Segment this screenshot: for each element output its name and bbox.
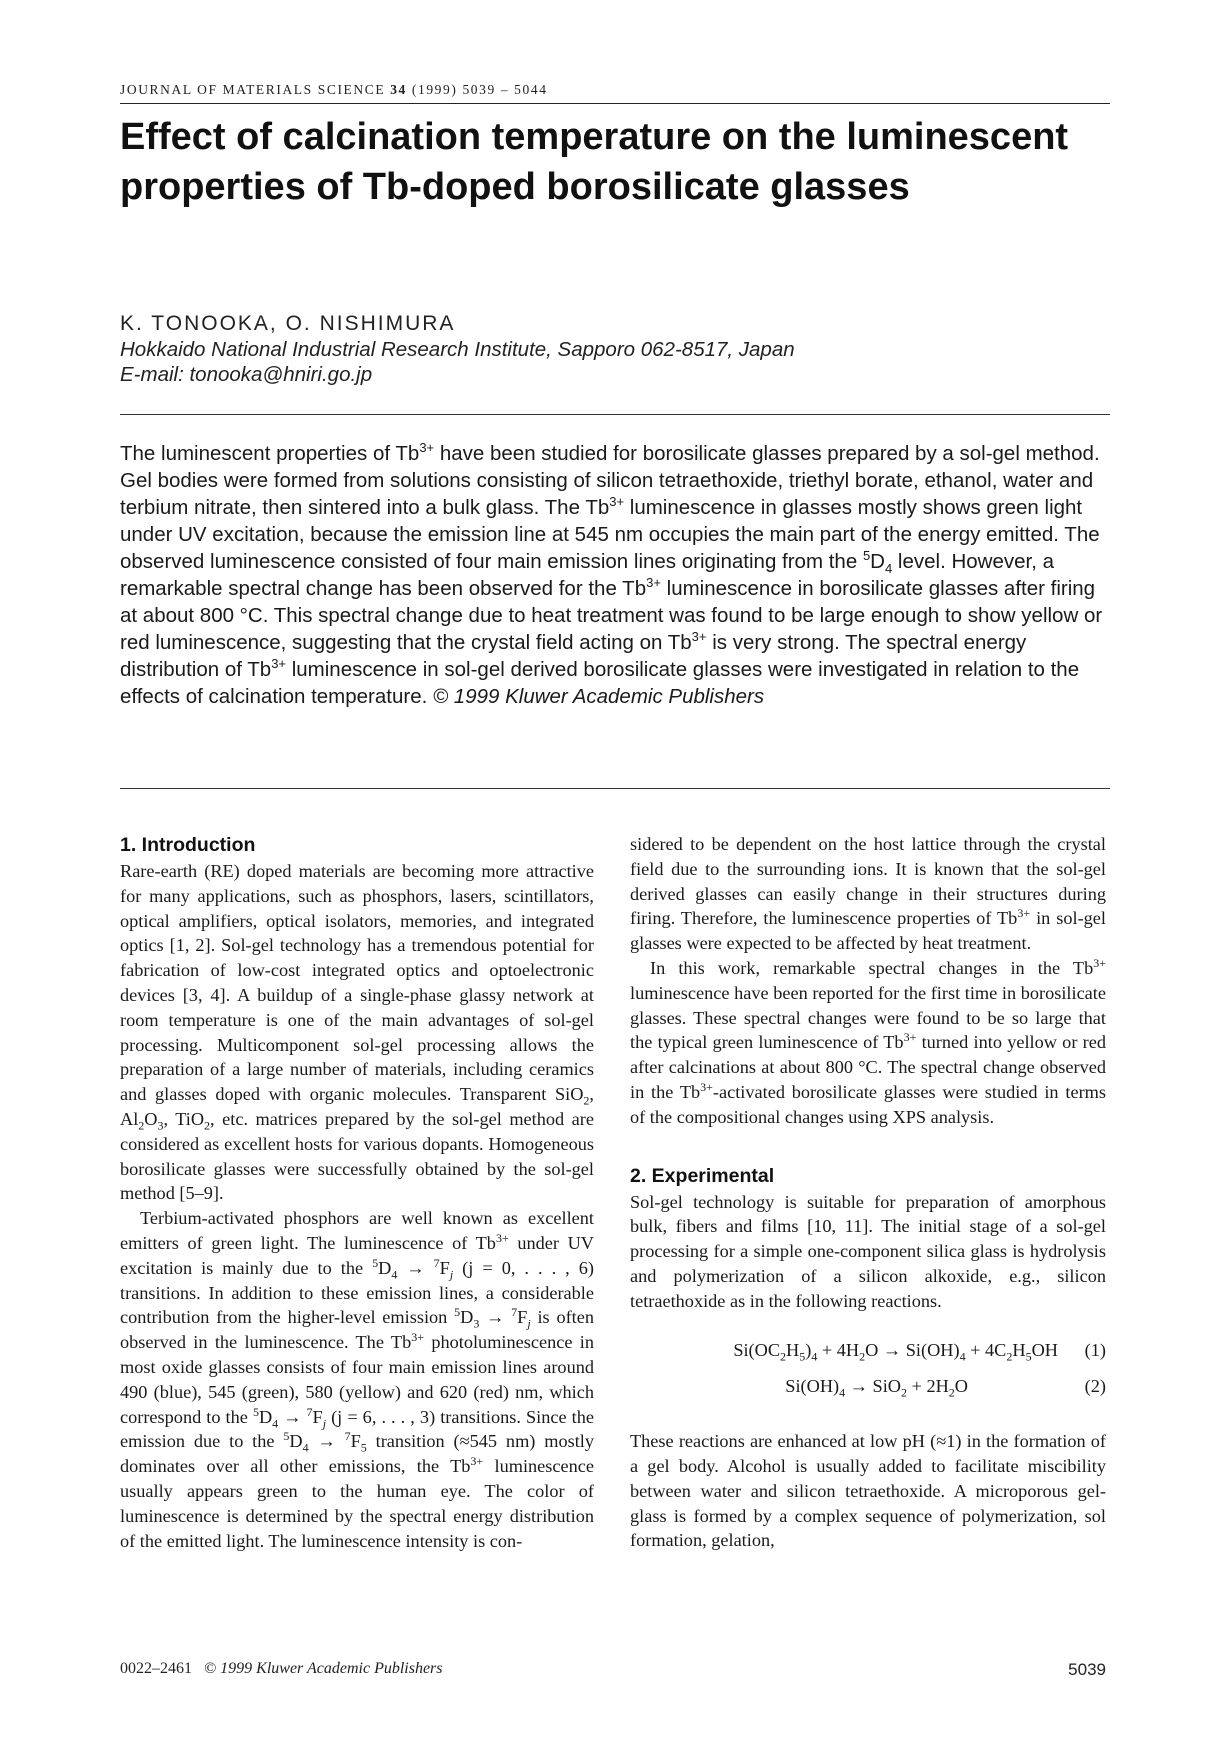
intro-paragraph-1: Rare-earth (RE) doped materials are becoming more attractive for many applications, such as phosphors, lasers, scintillators, optical amplifiers, optical isolators, memories, and integrated optics [1, 2]. Sol-gel technology has a tremendous potential for fabrication of low-cost integrated optics and optoelectronic devices [3, 4]. A buildup of a single-phase glassy network at room temperature is one of the main advantages of sol-gel processing. Multicomponent sol-gel processing allows the preparation of a large number of materials, including ceramics and glasses doped with organic molecules. Transparent SiO$_2$, $Al_2O_3$, TiO$_2$, etc. matrices prepared by the sol-gel method are considered as excellent hosts for various dopants. Homogeneous borosilicate glasses were successfully obtained by the sol-gel method [5–9].: [120, 861, 594, 1204]
experimental-paragraph-1: Sol-gel technology is suitable for preparation of amorphous bulk, fibers and films [10, 11]. The initial stage of a sol-gel processing for a simple one-component silica glass is hydrolysis and polymerization of a silicon alkoxide, e.g., silicon tetraethoxide as in the following reactions.: [630, 1191, 1106, 1311]
abstract-copyright: © 1999 Kluwer Academic Publishers: [433, 685, 765, 708]
equation-1: [630, 1338, 1106, 1363]
abstract: The luminescent properties of $Tb^{3+}$ have been studied for borosilicate glasses prepared by a sol-gel method. Gel bodies were formed from solutions consisting of silicon tetraethoxide, triethyl borate, ethanol, water and terbium nitrate, then sintered into a bulk glass. The $Tb^{3+}$ luminescence in glasses mostly shows green light under UV excitation, because the emission line at 545 nm occupies the main part of the energy emitted. The observed luminescence consisted of four main emission lines originating from the $^5D_4$ level. However, a remarkable spectral change has been observed for the $Tb^{3+}$ luminescence in borosilicate glasses after firing at about 800 °C. This spectral change due to heat treatment was found to be large enough to show yellow or red luminescence, suggesting that the crystal field acting on $Tb^{3+}$ is very strong. The spectral energy distribution of $Tb^{3+}$ luminescence in sol-gel derived borosilicate glasses were investigated in relation to the effects of calcination temperature. © 1999 Kluwer Academic Publishers: [120, 440, 1103, 708]
page-number: 5039: [1068, 1660, 1106, 1679]
affiliation: Hokkaido National Industrial Research Institute, Sapporo 062-8517, Japan: [120, 338, 795, 361]
email: E-mail: tonooka@hniri.go.jp: [120, 363, 373, 386]
intro-paragraph-3: sidered to be dependent on the host lattice through the crystal field due to the surrounding ions. It is known that the sol-gel derived glasses can easily change in their structures during firing. Therefore, the luminescence properties of $Tb^{3+}$ in sol-gel glasses were expected to be affected by heat treatment.: [630, 834, 1106, 954]
section-heading-introduction: 1. Introduction: [120, 834, 256, 856]
equation-1-body: $Si(OC_2H_5)_4 + 4H_2O \to Si(OH)_4 + 4C_2H_5OH$: [733, 1339, 1058, 1364]
abstract-rule-top: [120, 414, 1110, 415]
section-heading-experimental: 2. Experimental: [630, 1164, 775, 1187]
left-column: [120, 832, 594, 1553]
intro-paragraph-2: Terbium-activated phosphors are well known as excellent emitters of green light. The luminescence of $Tb^{3+}$ under UV excitation is mainly due to the $^5D_4 \to ^7F_j$ (j = 0, . . . , 6) transitions. In addition to these emission lines, a considerable contribution from the higher-level emission $^5D_3 \to ^7F_j$ is often observed in the luminescence. The $Tb^{3+}$ photoluminescence in most oxide glasses consists of four main emission lines around 490 (blue), 545 (green), 580 (yellow) and 620 (red) nm, which correspond to the $^5D_4 \to ^7F_j$ (j = 6, . . . , 3) transitions. Since the emission due to the $^5D_4 \to ^7F_5$ transition (≈545 nm) mostly dominates over all other emissions, the $Tb^{3+}$ luminescence usually appears green to the human eye. The color of luminescence is determined by the spectral energy distribution of the emitted light. The luminescence intensity is con-: [120, 1208, 595, 1551]
footer-issn: 0022–2461: [120, 1660, 192, 1677]
journal-volume: 34: [390, 82, 407, 97]
header-rule: [120, 103, 1110, 104]
paper-title: Effect of calcination temperature on the luminescent properties of Tb-doped borosilicate glasses: [120, 116, 1069, 208]
abstract-rule-bottom: [120, 788, 1110, 789]
journal-name: JOURNAL OF MATERIALS SCIENCE: [120, 82, 386, 97]
equation-2: [630, 1374, 1106, 1399]
journal-year-pages: (1999) 5039 – 5044: [411, 82, 548, 97]
equation-1-number: (1): [1084, 1339, 1106, 1360]
footer-copyright: © 1999 Kluwer Academic Publishers: [204, 1660, 443, 1677]
running-head: [120, 82, 1110, 98]
equation-block: [630, 1338, 1106, 1400]
equation-2-number: (2): [1084, 1376, 1106, 1397]
footer-left: [120, 1660, 443, 1678]
right-column: [630, 832, 1106, 1553]
equation-2-body: $Si(OH)_4 \to SiO_2 + 2H_2O$: [785, 1376, 968, 1400]
authors: K. TONOOKA, O. NISHIMURA: [120, 312, 456, 335]
experimental-paragraph-2: These reactions are enhanced at low pH (≈1) in the formation of a gel body. Alcohol is usually added to facilitate miscibility between water and silicon tetraethoxide. A microporous gel-glass is formed by a complex sequence of polymerization, sol formation, gelation,: [630, 1431, 1106, 1551]
intro-paragraph-4: In this work, remarkable spectral changes in the $Tb^{3+}$ luminescence have been reported for the first time in borosilicate glasses. These spectral changes were found to be so large that the typical green luminescence of $Tb^{3+}$ turned into yellow or red after calcinations at about 800 °C. The spectral change observed in the $Tb^{3+}$-activated borosilicate glasses were studied in terms of the compositional changes using XPS analysis.: [630, 955, 1106, 1127]
